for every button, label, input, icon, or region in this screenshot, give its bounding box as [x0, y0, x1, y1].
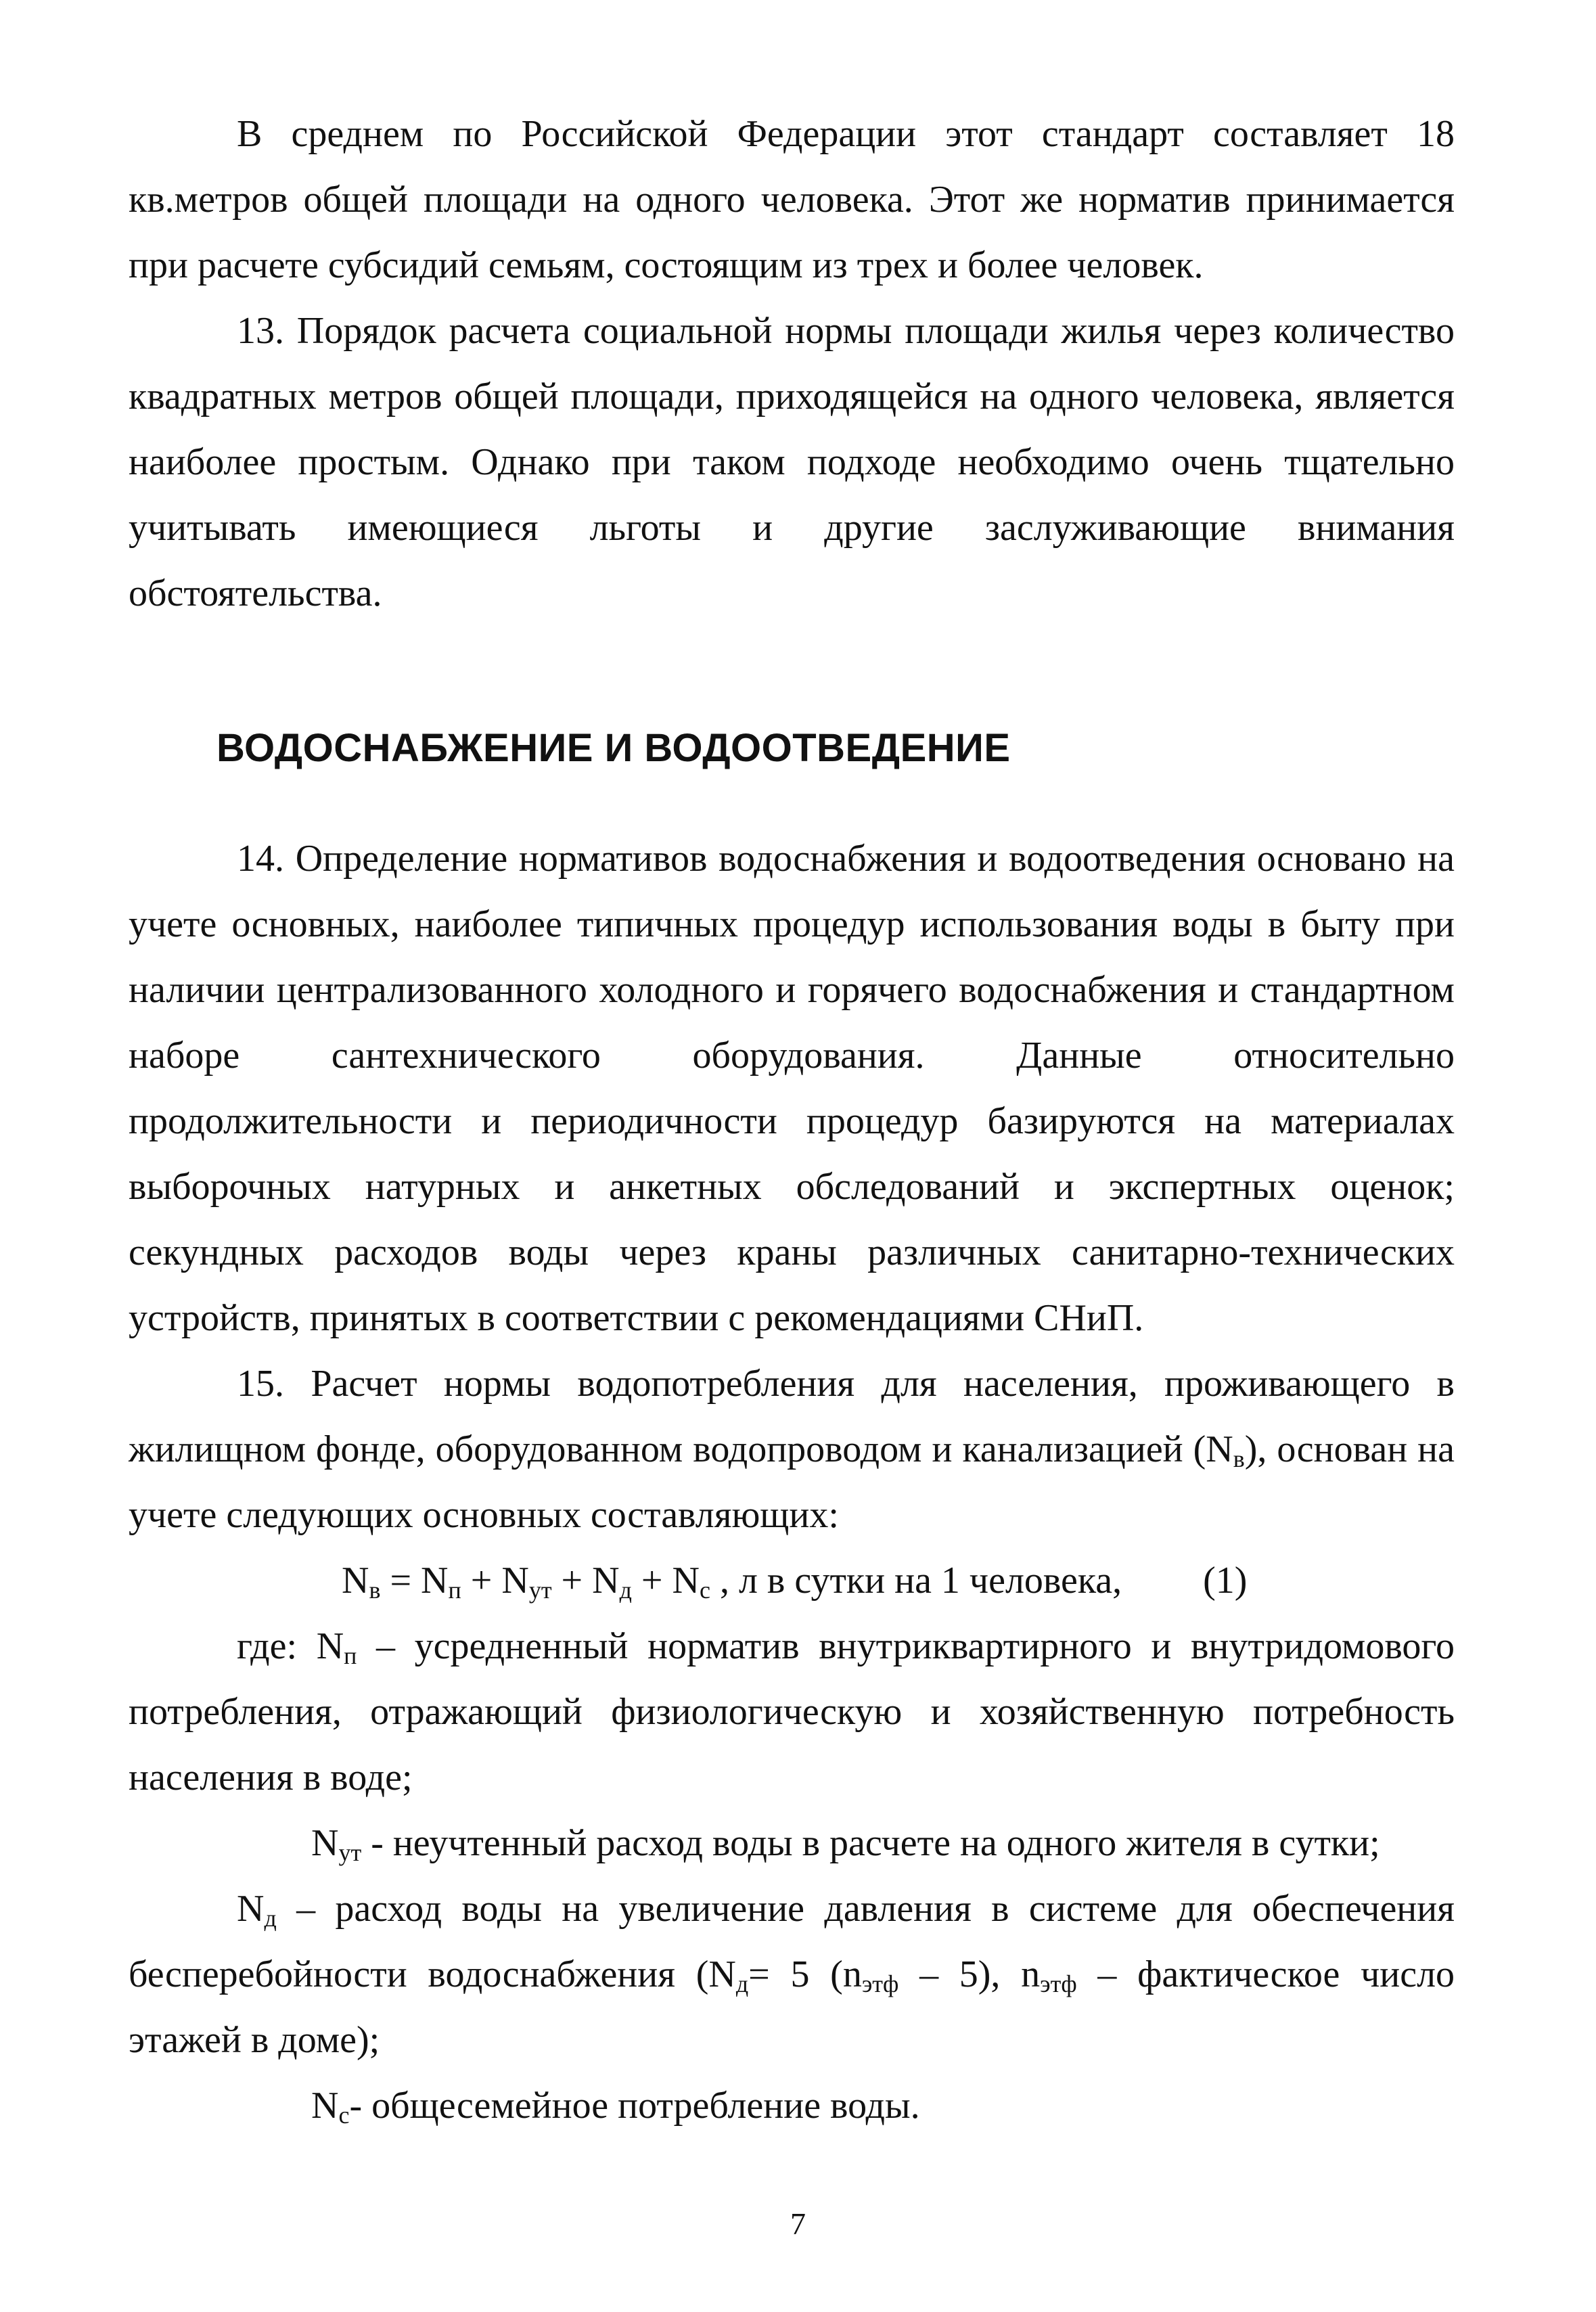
p15-text-after: ), основан на учете следующих основных составляющих:: [129, 1428, 1455, 1536]
definition-np: [129, 1614, 1455, 1811]
formula-nc: N: [672, 1560, 700, 1602]
paragraph-15: [129, 1351, 1455, 1548]
def-nut-lead: N: [311, 1822, 339, 1864]
def-np-lead: где: N: [237, 1625, 344, 1667]
paragraph-13: 13. Порядок расчета социальной нормы площади жилья через количество квадратных метров общей площади, приходящейся на одного человека, является наиболее простым. Однако при таком подходе необходимо очень тщательно учитывать имеющиеся льготы и другие заслуживающие внимания обстоятельства.: [129, 310, 1455, 614]
definition-nc: [129, 2073, 1455, 2139]
def-nc-sub: с: [338, 2102, 350, 2129]
formula-1: [129, 1548, 1455, 1614]
paragraph-14: 14. Определение нормативов водоснабжения и водоотведения основано на учете основных, наиболее типичных процедур использования воды в быту при наличии централизованного холодного и горячего водоснабжения и стандартном наборе сантехнического оборудования. Данные относительно продолжительности и периодичности процедур базируются на материалах выборочных натурных и анкетных обследований и экспертных оценок; секундных расходов воды через краны различных санитарно-технических устройств, принятых в соответствии с рекомендациями СНиП.: [129, 838, 1455, 1339]
def-nd-text-4: – фактическое число этажей в доме);: [129, 1953, 1455, 2061]
def-nd-sub-4: этф: [1040, 1970, 1077, 1997]
formula-nv-sub: в: [369, 1577, 381, 1604]
formula-unit: , л в сутки на 1 человека,: [710, 1560, 1122, 1602]
definition-nd: [129, 1876, 1455, 2073]
def-nd-sub: д: [264, 1905, 277, 1932]
def-nd-text-2: = 5 (n: [748, 1953, 862, 1995]
p15-text-before: 15. Расчет нормы водопотребления для населения, проживающего в жилищном фонде, оборудованном водопроводом и канализацией (N: [129, 1363, 1455, 1470]
def-nd-text-3: – 5), n: [898, 1953, 1041, 1995]
paragraph-standard: В среднем по Российской Федерации этот стандарт составляет 18 кв.метров общей площади на одного человека. Этот же норматив принимается при расчете субсидий семьям, состоящим из трех и более человек.: [129, 113, 1455, 286]
def-nd-text-1: – расход воды на увеличение давления в системе для обеспечения бесперебойности водоснабжения (N: [129, 1888, 1455, 1995]
section-heading: ВОДОСНАБЖЕНИЕ И ВОДООТВЕДЕНИЕ: [216, 726, 1011, 770]
def-np-text: – усредненный норматив внутриквартирного и внутридомового потребления, отражающий физиологическую и хозяйственную потребность населения в воде;: [129, 1625, 1455, 1798]
def-nc-lead: N: [311, 2085, 339, 2127]
formula-plus-1: +: [461, 1560, 502, 1602]
definition-nut: [129, 1811, 1455, 1876]
formula-plus-2: +: [551, 1560, 593, 1602]
page-content: [129, 101, 1455, 2139]
formula-number: (1): [1203, 1560, 1248, 1602]
def-np-sub: п: [344, 1642, 357, 1669]
formula-np-sub: п: [448, 1577, 461, 1604]
def-nd-sub-3: этф: [861, 1970, 899, 1997]
formula-nd: N: [592, 1560, 620, 1602]
def-nd-lead: N: [237, 1888, 265, 1930]
formula-nv: N: [342, 1560, 369, 1602]
formula-eq: =: [380, 1560, 421, 1602]
def-nut-text: - неучтенный расход воды в расчете на одного жителя в сутки;: [361, 1822, 1380, 1864]
def-nut-sub: ут: [338, 1839, 362, 1866]
page-number: 7: [790, 2206, 806, 2241]
def-nd-sub-2: д: [735, 1970, 749, 1997]
formula-nut-sub: ут: [528, 1577, 552, 1604]
formula-nc-sub: с: [699, 1577, 710, 1604]
formula-np: N: [421, 1560, 449, 1602]
formula-nut: N: [501, 1560, 529, 1602]
formula-nd-sub: д: [619, 1577, 632, 1604]
p15-sub: в: [1233, 1445, 1245, 1472]
formula-plus-3: +: [631, 1560, 672, 1602]
def-nc-text: - общесемейное потребление воды.: [349, 2085, 920, 2127]
